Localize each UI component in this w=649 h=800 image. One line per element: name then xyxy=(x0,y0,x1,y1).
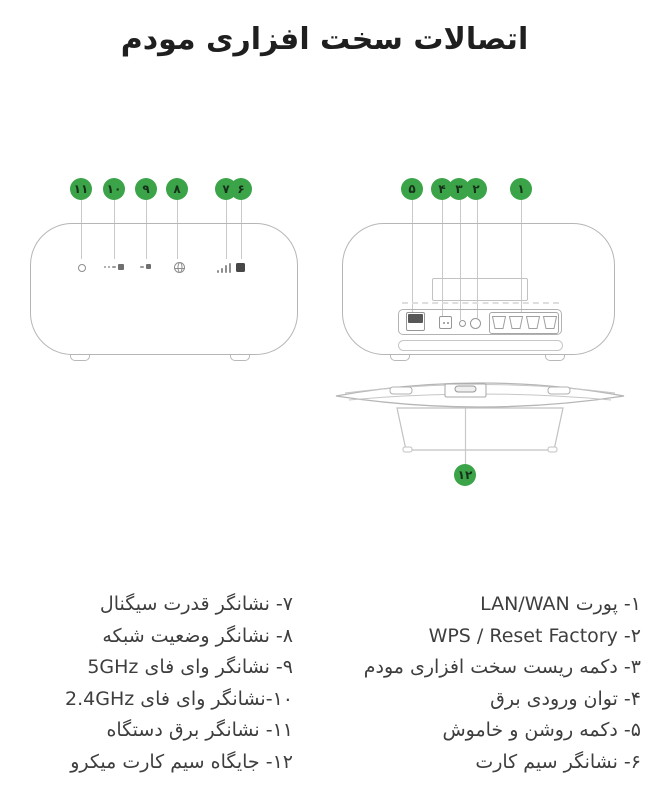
wifi-2-4ghz-led-icon xyxy=(104,264,124,270)
callout-7: ۷ xyxy=(215,178,237,200)
vent-slots xyxy=(402,302,559,304)
legend-column-right xyxy=(364,589,641,778)
label-plate xyxy=(432,278,528,301)
network-status-led-icon xyxy=(174,262,185,273)
callout-10: ۱۰ xyxy=(103,178,125,200)
front-device-foot-left xyxy=(70,354,90,361)
callout-8: ۸ xyxy=(166,178,188,200)
callout-9: ۹ xyxy=(135,178,157,200)
power-led-icon xyxy=(78,264,86,272)
callout-12: ۱۲ xyxy=(454,464,476,486)
lan-port-shapes xyxy=(490,313,558,333)
wps-button xyxy=(470,318,481,329)
legend-column-left xyxy=(65,589,293,778)
legend-item-6: ۶- نشانگر سیم کارت xyxy=(475,750,641,773)
front-device-body xyxy=(30,223,298,355)
legend-item-8: ۸- نشانگر وضعیت شبکه xyxy=(102,624,293,647)
legend-item-11: ۱۱- نشانگر برق دستگاه xyxy=(106,719,293,741)
callout-5: ۵ xyxy=(401,178,423,200)
sim-led-icon xyxy=(236,263,245,272)
signal-strength-led-icon xyxy=(217,263,231,273)
bottom-view-drawing xyxy=(333,378,627,466)
base-bar xyxy=(398,340,563,351)
wifi-5ghz-led-icon xyxy=(140,264,151,269)
page-title: اتصالات سخت افزاری مودم xyxy=(120,22,529,57)
callout-1: ۱ xyxy=(510,178,532,200)
front-device-foot-right xyxy=(230,354,250,361)
lan-wan-ports xyxy=(489,312,559,334)
legend-item-9: ۹- نشانگر وای فای 5GHz xyxy=(87,656,293,678)
back-device-foot-left xyxy=(390,354,410,361)
callout-11: ۱۱ xyxy=(70,178,92,200)
legend-item-2: ۲- WPS / Reset Factory xyxy=(428,624,641,647)
legend-item-7: ۷- نشانگر قدرت سیگنال xyxy=(99,593,293,615)
reset-pinhole xyxy=(459,320,466,327)
legend-item-1: ۱- پورت LAN/WAN xyxy=(480,593,641,615)
callout-4: ۴ xyxy=(431,178,453,200)
legend-item-10: ۱۰-نشانگر وای فای 2.4GHz xyxy=(65,687,293,710)
legend-item-4: ۴- توان ورودی برق xyxy=(490,687,641,710)
callout-2: ۲ xyxy=(465,178,487,200)
legend-item-12: ۱۲- جایگاه سیم کارت میکرو xyxy=(70,750,293,773)
power-switch xyxy=(406,312,425,331)
callout-6: ۶ xyxy=(230,178,252,200)
callout-3: ۳ xyxy=(448,178,470,200)
legend-item-5: ۵- دکمه روشن و خاموش xyxy=(442,719,641,741)
dc-power-input xyxy=(439,316,452,329)
legend-item-3: ۳- دکمه ریست سخت افزاری مودم xyxy=(363,656,641,678)
back-device-foot-right xyxy=(545,354,565,361)
